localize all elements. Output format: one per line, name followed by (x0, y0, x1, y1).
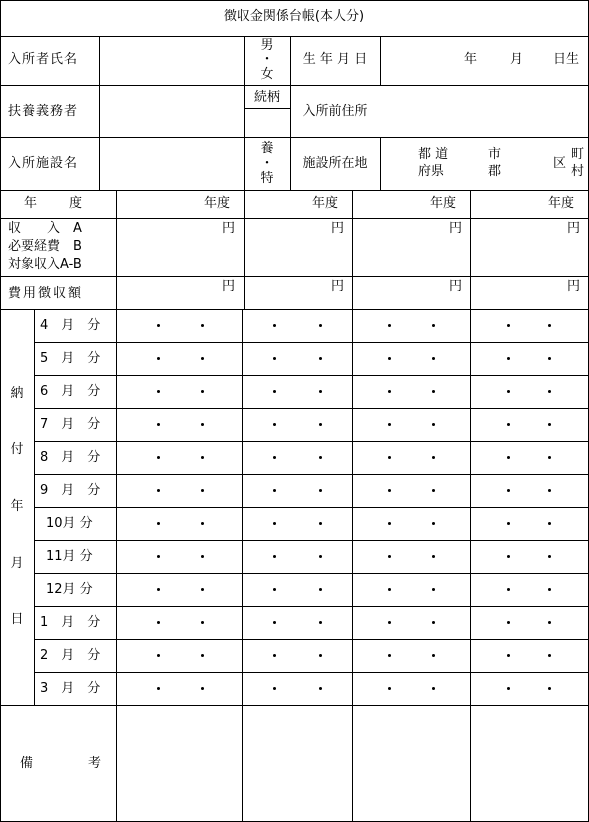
date-separator-dot (273, 357, 276, 360)
date-separator-dot (388, 423, 391, 426)
payment-side-char-2: 付 (10, 442, 24, 457)
date-separator-dot (201, 390, 204, 393)
fee-yen-col1: 円 (222, 279, 236, 294)
month-label: 2 月 分 (40, 648, 101, 663)
date-separator-dot (548, 588, 551, 591)
fiscal-year-col3[interactable]: 年度 (429, 196, 456, 211)
date-separator-dot (432, 489, 435, 492)
date-separator-dot (432, 357, 435, 360)
remarks-label-left: 備 (20, 756, 34, 771)
date-separator-dot (201, 456, 204, 459)
date-separator-dot (273, 654, 276, 657)
month-label: 9 月 分 (40, 483, 101, 498)
date-separator-dot (319, 522, 322, 525)
date-separator-dot (388, 555, 391, 558)
town-label: 町 (571, 147, 585, 162)
date-separator-dot (157, 522, 160, 525)
previous-address-label: 入所前住所 (302, 104, 368, 119)
date-separator-dot (388, 324, 391, 327)
prefecture-label-bottom: 府県 (418, 164, 445, 179)
date-separator-dot (388, 456, 391, 459)
facility-name-label: 入所施設名 (8, 156, 79, 171)
date-separator-dot (319, 324, 322, 327)
prefecture-label-top: 都 道 (418, 147, 449, 162)
date-separator-dot (507, 390, 510, 393)
date-separator-dot (432, 621, 435, 624)
date-separator-dot (548, 456, 551, 459)
date-separator-dot (388, 522, 391, 525)
date-separator-dot (157, 456, 160, 459)
payment-side-char-3: 年 (10, 499, 24, 514)
date-separator-dot (548, 390, 551, 393)
date-separator-dot (201, 555, 204, 558)
income-yen-col2: 円 (331, 221, 345, 236)
date-separator-dot (548, 357, 551, 360)
fiscal-year-col1[interactable]: 年度 (203, 196, 230, 211)
date-separator-dot (432, 687, 435, 690)
date-separator-dot (201, 588, 204, 591)
date-separator-dot (507, 324, 510, 327)
date-separator-dot (273, 456, 276, 459)
birthdate-label: 生 年 月 日 (302, 52, 368, 67)
income-yen-col1: 円 (222, 221, 236, 236)
fiscal-year-col2[interactable]: 年度 (311, 196, 338, 211)
resident-name-field[interactable] (100, 37, 244, 85)
date-separator-dot (548, 324, 551, 327)
income-a-label: 収 入 A (8, 221, 82, 236)
date-separator-dot (201, 423, 204, 426)
date-separator-dot (507, 357, 510, 360)
birthdate-month-unit: 月 (510, 52, 524, 67)
month-label: 8 月 分 (40, 450, 101, 465)
month-label: 10月 分 (46, 516, 93, 531)
date-separator-dot (273, 555, 276, 558)
date-separator-dot (157, 588, 160, 591)
month-label: 5 月 分 (40, 351, 101, 366)
date-separator-dot (319, 687, 322, 690)
date-separator-dot (507, 687, 510, 690)
date-separator-dot (201, 522, 204, 525)
date-separator-dot (507, 522, 510, 525)
fee-yen-col3: 円 (449, 279, 463, 294)
date-separator-dot (157, 555, 160, 558)
date-separator-dot (388, 687, 391, 690)
date-separator-dot (507, 588, 510, 591)
date-separator-dot (388, 357, 391, 360)
target-income-label: 対象収入A-B (8, 257, 82, 272)
date-separator-dot (157, 390, 160, 393)
date-separator-dot (201, 687, 204, 690)
date-separator-dot (388, 489, 391, 492)
date-separator-dot (388, 654, 391, 657)
previous-address-field[interactable] (381, 86, 588, 137)
date-separator-dot (201, 324, 204, 327)
sex-female-option[interactable]: 女 (260, 67, 274, 82)
city-label: 市 (488, 147, 502, 162)
date-separator-dot (201, 654, 204, 657)
date-separator-dot (157, 687, 160, 690)
date-separator-dot (319, 654, 322, 657)
date-separator-dot (157, 621, 160, 624)
remarks-field-col1[interactable] (117, 706, 242, 821)
facility-name-field[interactable] (100, 138, 244, 190)
date-separator-dot (319, 621, 322, 624)
date-separator-dot (507, 423, 510, 426)
date-separator-dot (273, 522, 276, 525)
month-label: 3 月 分 (40, 681, 101, 696)
date-separator-dot (273, 324, 276, 327)
fiscal-year-col4[interactable]: 年度 (547, 196, 574, 211)
fiscal-year-label: 年 度 (24, 196, 85, 211)
date-separator-dot (548, 621, 551, 624)
relation-label: 続柄 (253, 90, 281, 105)
fee-label: 費用徴収額 (8, 286, 84, 301)
date-separator-dot (507, 654, 510, 657)
date-separator-dot (157, 489, 160, 492)
date-separator-dot (507, 456, 510, 459)
date-separator-dot (273, 621, 276, 624)
date-separator-dot (319, 489, 322, 492)
date-separator-dot (273, 423, 276, 426)
date-separator-dot (548, 687, 551, 690)
care-type-nursing[interactable]: 養 (260, 141, 274, 156)
sex-separator: ・ (260, 52, 274, 67)
date-separator-dot (157, 423, 160, 426)
date-separator-dot (388, 588, 391, 591)
month-label: 1 月 分 (40, 615, 101, 630)
remarks-field-col2[interactable] (243, 706, 352, 821)
income-yen-col4: 円 (567, 221, 581, 236)
month-label: 7 月 分 (40, 417, 101, 432)
date-separator-dot (319, 555, 322, 558)
date-separator-dot (157, 357, 160, 360)
date-separator-dot (432, 588, 435, 591)
supporter-label: 扶養義務者 (8, 104, 79, 119)
date-separator-dot (388, 390, 391, 393)
income-yen-col3: 円 (449, 221, 463, 236)
month-label: 6 月 分 (40, 384, 101, 399)
date-separator-dot (319, 357, 322, 360)
date-separator-dot (201, 489, 204, 492)
supporter-field[interactable] (100, 86, 244, 137)
village-label: 村 (571, 164, 585, 179)
date-separator-dot (319, 390, 322, 393)
payment-side-char-4: 月 (10, 556, 24, 571)
month-label: 11月 分 (46, 549, 93, 564)
remarks-field-col3[interactable] (353, 706, 470, 821)
date-separator-dot (432, 555, 435, 558)
date-separator-dot (201, 357, 204, 360)
date-separator-dot (432, 522, 435, 525)
payment-side-char-1: 納 (10, 386, 24, 401)
date-separator-dot (548, 423, 551, 426)
birthdate-year-unit: 年 (464, 52, 478, 67)
date-separator-dot (507, 555, 510, 558)
district-label: 郡 (488, 164, 502, 179)
date-separator-dot (319, 588, 322, 591)
fee-yen-col2: 円 (331, 279, 345, 294)
birthdate-day-unit: 日生 (553, 52, 580, 67)
care-type-special[interactable]: 特 (260, 171, 274, 186)
care-type-separator: ・ (260, 156, 274, 171)
date-separator-dot (507, 621, 510, 624)
date-separator-dot (273, 687, 276, 690)
date-separator-dot (432, 324, 435, 327)
date-separator-dot (432, 654, 435, 657)
relation-field[interactable] (245, 109, 290, 137)
month-label: 4 月 分 (40, 318, 101, 333)
date-separator-dot (319, 456, 322, 459)
date-separator-dot (548, 654, 551, 657)
expenses-b-label: 必要経費 B (8, 239, 82, 254)
date-separator-dot (273, 489, 276, 492)
form-title: 徴収金関係台帳(本人分) (223, 9, 365, 24)
fee-yen-col4: 円 (567, 279, 581, 294)
month-label: 12月 分 (46, 582, 93, 597)
date-separator-dot (157, 654, 160, 657)
facility-address-label: 施設所在地 (302, 156, 368, 171)
date-separator-dot (388, 621, 391, 624)
payment-side-char-5: 日 (10, 612, 24, 627)
resident-name-label: 入所者氏名 (8, 52, 79, 67)
date-separator-dot (319, 423, 322, 426)
ward-label: 区 (553, 156, 567, 171)
date-separator-dot (432, 390, 435, 393)
remarks-field-col4[interactable] (471, 706, 588, 821)
date-separator-dot (201, 621, 204, 624)
date-separator-dot (157, 324, 160, 327)
date-separator-dot (273, 588, 276, 591)
date-separator-dot (273, 390, 276, 393)
date-separator-dot (507, 489, 510, 492)
remarks-label-right: 考 (88, 756, 102, 771)
date-separator-dot (548, 522, 551, 525)
sex-male-option[interactable]: 男 (260, 38, 274, 53)
date-separator-dot (432, 423, 435, 426)
date-separator-dot (548, 555, 551, 558)
date-separator-dot (432, 456, 435, 459)
date-separator-dot (548, 489, 551, 492)
